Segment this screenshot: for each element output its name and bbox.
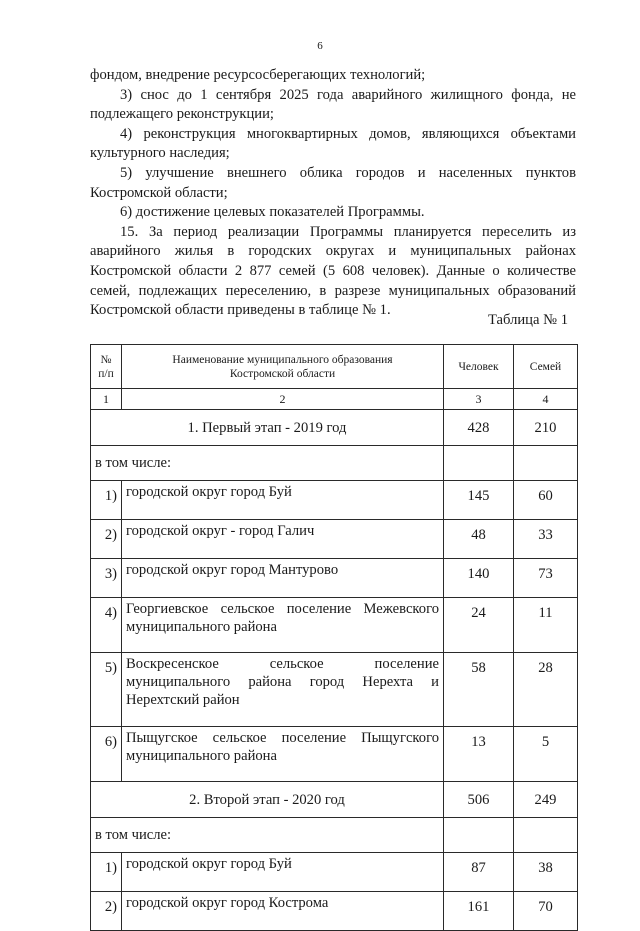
index-cell: 4: [514, 389, 578, 410]
family-count: 210: [514, 410, 578, 446]
paragraph: 15. За период реализации Программы планируется переселить из аварийного жилья в городских округах и муниципальных районах Костромской области 2 877 семей (5 608 человек). Данные о количестве семей, подлежащих переселению, в разрезе муниципальных образований Костромской области приведены в таблице № 1.: [90, 223, 576, 319]
municipality-name: городской округ город Кострома: [122, 892, 444, 931]
table-caption: Таблица № 1: [488, 312, 568, 328]
paragraph: 3) снос до 1 сентября 2025 года аварийного жилищного фонда, не подлежащего реконструкции;: [90, 86, 576, 123]
stage-row: [91, 410, 578, 446]
row-number: 6): [91, 727, 122, 782]
family-count: 70: [514, 892, 578, 931]
municipality-name: городской округ город Буй: [122, 481, 444, 520]
people-count: 428: [444, 410, 514, 446]
empty-cell: [444, 818, 514, 853]
municipality-name: Пыщугское сельское поселение Пыщугского муниципального района: [122, 727, 444, 782]
family-count: 11: [514, 598, 578, 653]
table-row: [91, 892, 578, 931]
people-count: 145: [444, 481, 514, 520]
family-count: 5: [514, 727, 578, 782]
family-count: 60: [514, 481, 578, 520]
table-row: [91, 598, 578, 653]
municipality-name: городской округ - город Галич: [122, 520, 444, 559]
municipality-name: городской округ город Буй: [122, 853, 444, 892]
row-number: 4): [91, 598, 122, 653]
family-count: 249: [514, 782, 578, 818]
family-count: 33: [514, 520, 578, 559]
row-number: 2): [91, 892, 122, 931]
stage-name: 2. Второй этап - 2020 год: [91, 782, 444, 818]
stage-name: 1. Первый этап - 2019 год: [91, 410, 444, 446]
people-count: 48: [444, 520, 514, 559]
row-number: 2): [91, 520, 122, 559]
table-row: [91, 727, 578, 782]
family-count: 38: [514, 853, 578, 892]
header-families: Семей: [514, 345, 578, 389]
table-row: [91, 653, 578, 727]
paragraph: 4) реконструкция многоквартирных домов, являющихся объектами культурного наследия;: [90, 125, 576, 162]
family-count: 28: [514, 653, 578, 727]
empty-cell: [444, 446, 514, 481]
people-count: 161: [444, 892, 514, 931]
page-number: 6: [317, 40, 323, 52]
table-row: [91, 853, 578, 892]
resettlement-table: [90, 344, 578, 931]
paragraph: 5) улучшение внешнего облика городов и населенных пунктов Костромской области;: [90, 164, 576, 201]
subheading: в том числе:: [91, 818, 444, 853]
table-row: [91, 520, 578, 559]
row-number: 3): [91, 559, 122, 598]
people-count: 24: [444, 598, 514, 653]
municipality-name: городской округ город Мантурово: [122, 559, 444, 598]
municipality-name: Георгиевское сельское поселение Межевского муниципального района: [122, 598, 444, 653]
empty-cell: [514, 446, 578, 481]
subheading-row: [91, 818, 578, 853]
row-number: 5): [91, 653, 122, 727]
header-num: № п/п: [91, 345, 122, 389]
row-number: 1): [91, 481, 122, 520]
header-name: Наименование муниципального образования Костромской области: [122, 345, 444, 389]
row-number: 1): [91, 853, 122, 892]
table-row: [91, 559, 578, 598]
people-count: 87: [444, 853, 514, 892]
family-count: 73: [514, 559, 578, 598]
people-count: 58: [444, 653, 514, 727]
index-cell: 3: [444, 389, 514, 410]
subheading-row: [91, 446, 578, 481]
subheading: в том числе:: [91, 446, 444, 481]
table-header-row: [91, 345, 578, 389]
people-count: 140: [444, 559, 514, 598]
paragraph: 6) достижение целевых показателей Программы.: [120, 204, 425, 221]
body-text: [90, 66, 576, 321]
table-index-row: [91, 389, 578, 410]
municipality-name: Воскресенское сельское поселение муниципального района город Нерехта и Нерехтский район: [122, 653, 444, 727]
stage-row: [91, 782, 578, 818]
index-cell: 2: [122, 389, 444, 410]
paragraph: фондом, внедрение ресурсосберегающих технологий;: [90, 67, 426, 83]
people-count: 13: [444, 727, 514, 782]
people-count: 506: [444, 782, 514, 818]
index-cell: 1: [91, 389, 122, 410]
header-people: Человек: [444, 345, 514, 389]
empty-cell: [514, 818, 578, 853]
table-row: [91, 481, 578, 520]
